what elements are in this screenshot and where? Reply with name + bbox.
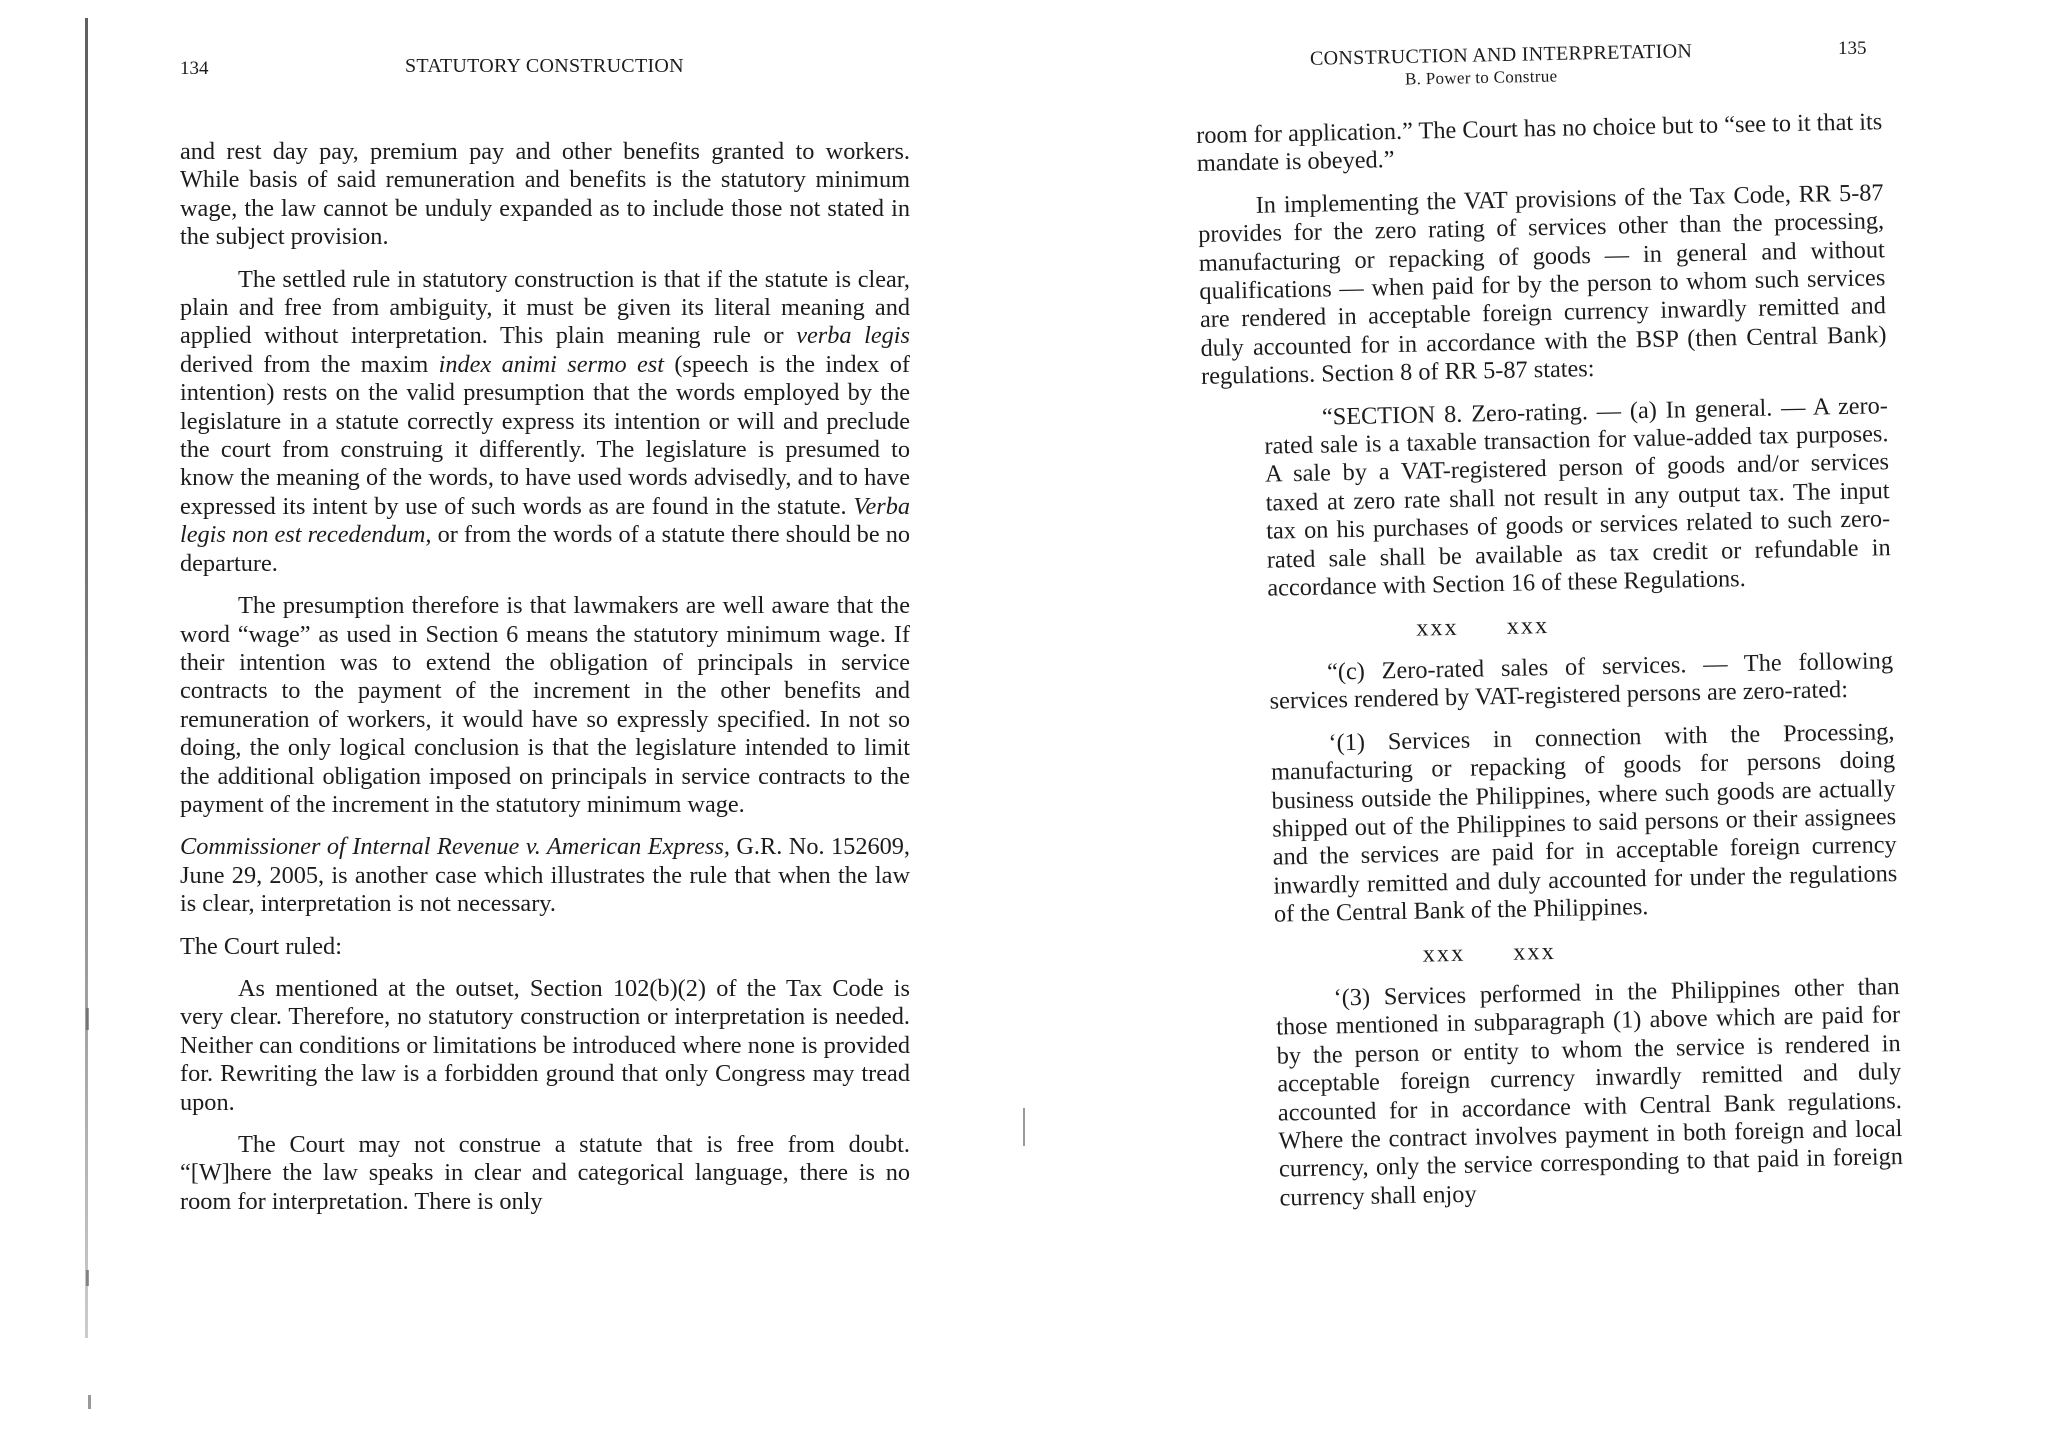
- scan-speck: [1023, 1108, 1025, 1146]
- paragraph: The settled rule in statutory construction is that if the statute is clear, plain and free from ambiguity, it must be given its literal meaning and applied without interpretation. This plain meaning rule or verba legis derived from the maxim index animi sermo est (speech is the index of intention) rests on the valid presumption that the words employed by the legislature in a statute correctly express its intention or will and preclude the court from construing it differently. The legislature is presumed to know the meaning of the words, to have used words advisedly, and to have expressed its intent by use of such words as are found in the statute. Verba legis non est recedendum, or from the words of a statute there should be no departure.: [180, 265, 910, 577]
- running-head: STATUTORY CONSTRUCTION: [405, 55, 684, 77]
- running-head: CONSTRUCTION AND INTERPRETATION: [1309, 40, 1693, 70]
- scan-speck: [88, 1395, 91, 1409]
- page-number: 135: [1838, 38, 1867, 59]
- right-page: [1010, 0, 2048, 1447]
- paragraph: The presumption therefore is that lawmakers are well aware that the word “wage” as used in Section 6 means the statutory minimum wage. If their intention was to extend the obligation of principals in service contracts to the payment of the increment in the other benefits and remuneration of workers, it would have so expressly specified. In not so doing, the only logical conclusion is that the legislature intended to limit the additional obligation imposed on principals in service contracts to the payment of the increment in the statutory minimum wage.: [180, 592, 910, 818]
- running-subhead: B. Power to Construe: [1404, 66, 1558, 89]
- right-page-body: [1196, 108, 1904, 1214]
- quoted-section: “SECTION 8. Zero-rating. — (a) In general. — A zero-rated sale is a taxable transaction for value-added tax purposes. A sale by a VAT-registered person of goods and/or services taxed at zero rate shall not result in any output tax. The input tax on his purchases of goods or services related to such zero-rated sale shall be available as tax credit or refundable in accordance with Section 16 of these Regulations.: [1264, 391, 1891, 602]
- omission-marker: xxx xxx: [1422, 937, 1556, 968]
- block-quote: As mentioned at the outset, Section 102(b)(2) of the Tax Code is very clear. Therefore, no statutory construction or interpretation is needed. Neither can conditions or limitations be introduced where none is provided for. Rewriting the law is a forbidden ground that only Congress may tread upon.: [180, 974, 910, 1116]
- scan-speck: [86, 1270, 89, 1286]
- paragraph: Commissioner of Internal Revenue v. American Express, G.R. No. 152609, June 29, 2005, is another case which illustrates the rule that when the law is clear, interpretation is not necessary.: [180, 833, 910, 918]
- paragraph: The Court ruled:: [180, 932, 342, 960]
- binding-edge-line: [85, 18, 88, 1338]
- left-page-body: [180, 138, 910, 1216]
- paragraph: room for application.” The Court has no choice but to “see to it that its mandate is obeyed.”: [1196, 108, 1883, 178]
- paragraph: In implementing the VAT provisions of the Tax Code, RR 5-87 provides for the zero rating of services other than the processing, manufacturing or repacking of goods — in general and without qualifications — when paid for by the person to whom such services are rendered in acceptable foreign currency inwardly remitted and duly accounted for in accordance with the BSP (then Central Bank) regulations. Section 8 of RR 5-87 states:: [1197, 179, 1887, 391]
- scan-speck: [86, 1008, 89, 1030]
- page-number: 134: [180, 58, 209, 79]
- quoted-section: ‘(1) Services in connection with the Processing, manufacturing or repacking of goods for persons doing business outside the Philippines, where such goods are actually shipped out of the Philippines to said persons or their assignees and the services are paid for in acceptable foreign currency inwardly remitted and duly accounted for under the regulations of the Central Bank of the Philippines.: [1270, 717, 1898, 928]
- paragraph: and rest day pay, premium pay and other benefits granted to workers. While basis of said remuneration and benefits is the statutory minimum wage, the law cannot be unduly expanded as to include those not stated in the subject provision.: [180, 138, 910, 251]
- omission-marker: xxx xxx: [1415, 611, 1550, 642]
- paragraph: The Court may not construe a statute that is free from doubt. “[W]here the law speaks in clear and categorical language, there is no room for interpretation. There is only: [180, 1131, 910, 1215]
- quoted-section: ‘(3) Services performed in the Philippines other than those mentioned in subparagraph (1) above which are paid for by the person or entity to whom the service is rendered in acceptable foreign currency inwardly remitted and duly accounted for in accordance with Central Bank regulations. Where the contract involves payment in both foreign and local currency, only the service corresponding to that paid in foreign currency shall enjoy: [1275, 973, 1904, 1212]
- left-page: [0, 0, 1010, 1447]
- quoted-section: “(c) Zero-rated sales of services. — The following services rendered by VAT-registered persons are zero-rated:: [1269, 647, 1894, 715]
